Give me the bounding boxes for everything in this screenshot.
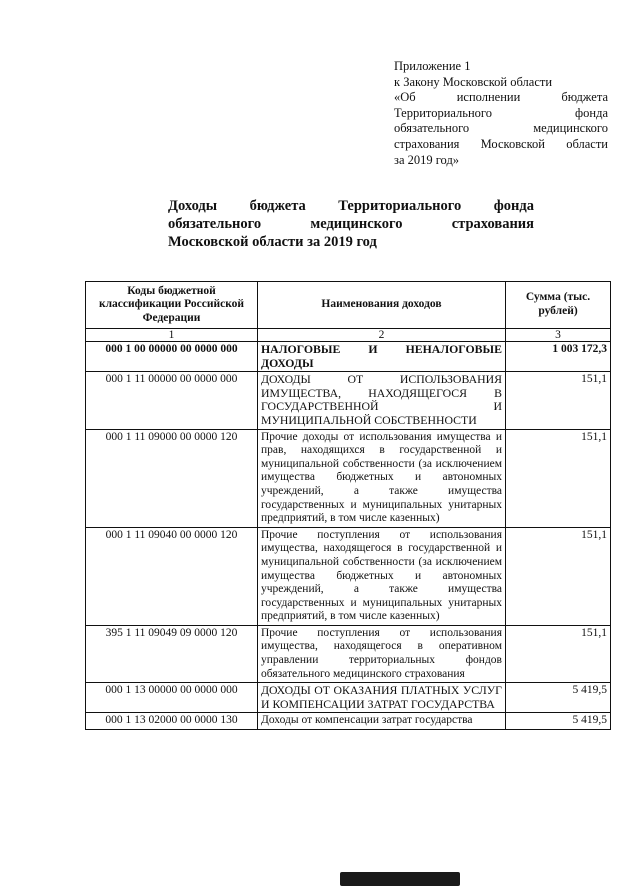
column-number: 2 xyxy=(258,329,506,342)
income-name: Прочие поступления от использования имущества, находящегося в оперативном управлении территориальных фондов обязательного медицинского страхования xyxy=(258,625,506,682)
income-sum: 5 419,5 xyxy=(506,713,611,730)
header-codes: Коды бюджетной классификации Российской Федерации xyxy=(86,282,258,329)
table-row xyxy=(86,429,611,527)
table-row xyxy=(86,342,611,372)
budget-code: 395 1 11 09049 09 0000 120 xyxy=(86,625,258,682)
income-sum: 151,1 xyxy=(506,625,611,682)
title-line: Московской области за 2019 год xyxy=(168,234,377,250)
table-header-row xyxy=(86,282,611,329)
budget-code: 000 1 13 02000 00 0000 130 xyxy=(86,713,258,730)
budget-code: 000 1 11 09000 00 0000 120 xyxy=(86,429,258,527)
appendix-line: за 2019 год» xyxy=(394,152,460,167)
header-names: Наименования доходов xyxy=(258,282,506,329)
income-name: ДОХОДЫ ОТ ОКАЗАНИЯ ПЛАТНЫХ УСЛУГ И КОМПЕНСАЦИИ ЗАТРАТ ГОСУДАРСТВА xyxy=(258,683,506,713)
table-row xyxy=(86,713,611,730)
income-sum: 151,1 xyxy=(506,372,611,429)
appendix-line: к Закону Московской области xyxy=(394,74,553,89)
title-line: обязательного медицинского страхования xyxy=(168,216,534,232)
income-sum: 1 003 172,3 xyxy=(506,342,611,372)
column-number-row xyxy=(86,329,611,342)
title-line: Доходы бюджета Территориального фонда xyxy=(168,198,534,214)
income-sum: 151,1 xyxy=(506,527,611,625)
income-sum: 5 419,5 xyxy=(506,683,611,713)
document-title xyxy=(168,197,534,251)
income-table xyxy=(85,281,611,730)
table-row xyxy=(86,625,611,682)
scan-artifact xyxy=(340,872,460,886)
budget-code: 000 1 11 00000 00 0000 000 xyxy=(86,372,258,429)
appendix-line: страхования Московской области xyxy=(394,136,608,151)
header-sum: Сумма (тыс. рублей) xyxy=(506,282,611,329)
appendix-line: «Об исполнении бюджета xyxy=(394,90,608,105)
appendix-line: Приложение 1 xyxy=(394,59,471,73)
appendix-line: Территориального фонда xyxy=(394,105,608,120)
income-name: Прочие доходы от использования имущества и прав, находящихся в государственной и муниципальной собственности (за исключением имущества бюджетных и автономных учреждений, а также имущества государственных и муниципальных унитарных предприятий, в том числе казенных) xyxy=(258,429,506,527)
budget-code: 000 1 11 09040 00 0000 120 xyxy=(86,527,258,625)
budget-code: 000 1 00 00000 00 0000 000 xyxy=(86,342,258,372)
income-name: НАЛОГОВЫЕ И НЕНАЛОГОВЫЕ ДОХОДЫ xyxy=(258,342,506,372)
column-number: 3 xyxy=(506,329,611,342)
income-name: Прочие поступления от использования имущества, находящегося в государственной и муниципальной собственности (за исключением имущества бюджетных и автономных учреждений, а также имущества государственных и муниципальных унитарных предприятий, в том числе казенных) xyxy=(258,527,506,625)
table-row xyxy=(86,527,611,625)
budget-code: 000 1 13 00000 00 0000 000 xyxy=(86,683,258,713)
column-number: 1 xyxy=(86,329,258,342)
income-sum: 151,1 xyxy=(506,429,611,527)
table-row xyxy=(86,372,611,429)
income-name: ДОХОДЫ ОТ ИСПОЛЬЗОВАНИЯ ИМУЩЕСТВА, НАХОДЯЩЕГОСЯ В ГОСУДАРСТВЕННОЙ И МУНИЦИПАЛЬНОЙ СОБСТВЕННОСТИ xyxy=(258,372,506,429)
appendix-line: обязательного медицинского xyxy=(394,121,608,136)
appendix-block xyxy=(394,59,608,168)
income-name: Доходы от компенсации затрат государства xyxy=(258,713,506,730)
table-row xyxy=(86,683,611,713)
